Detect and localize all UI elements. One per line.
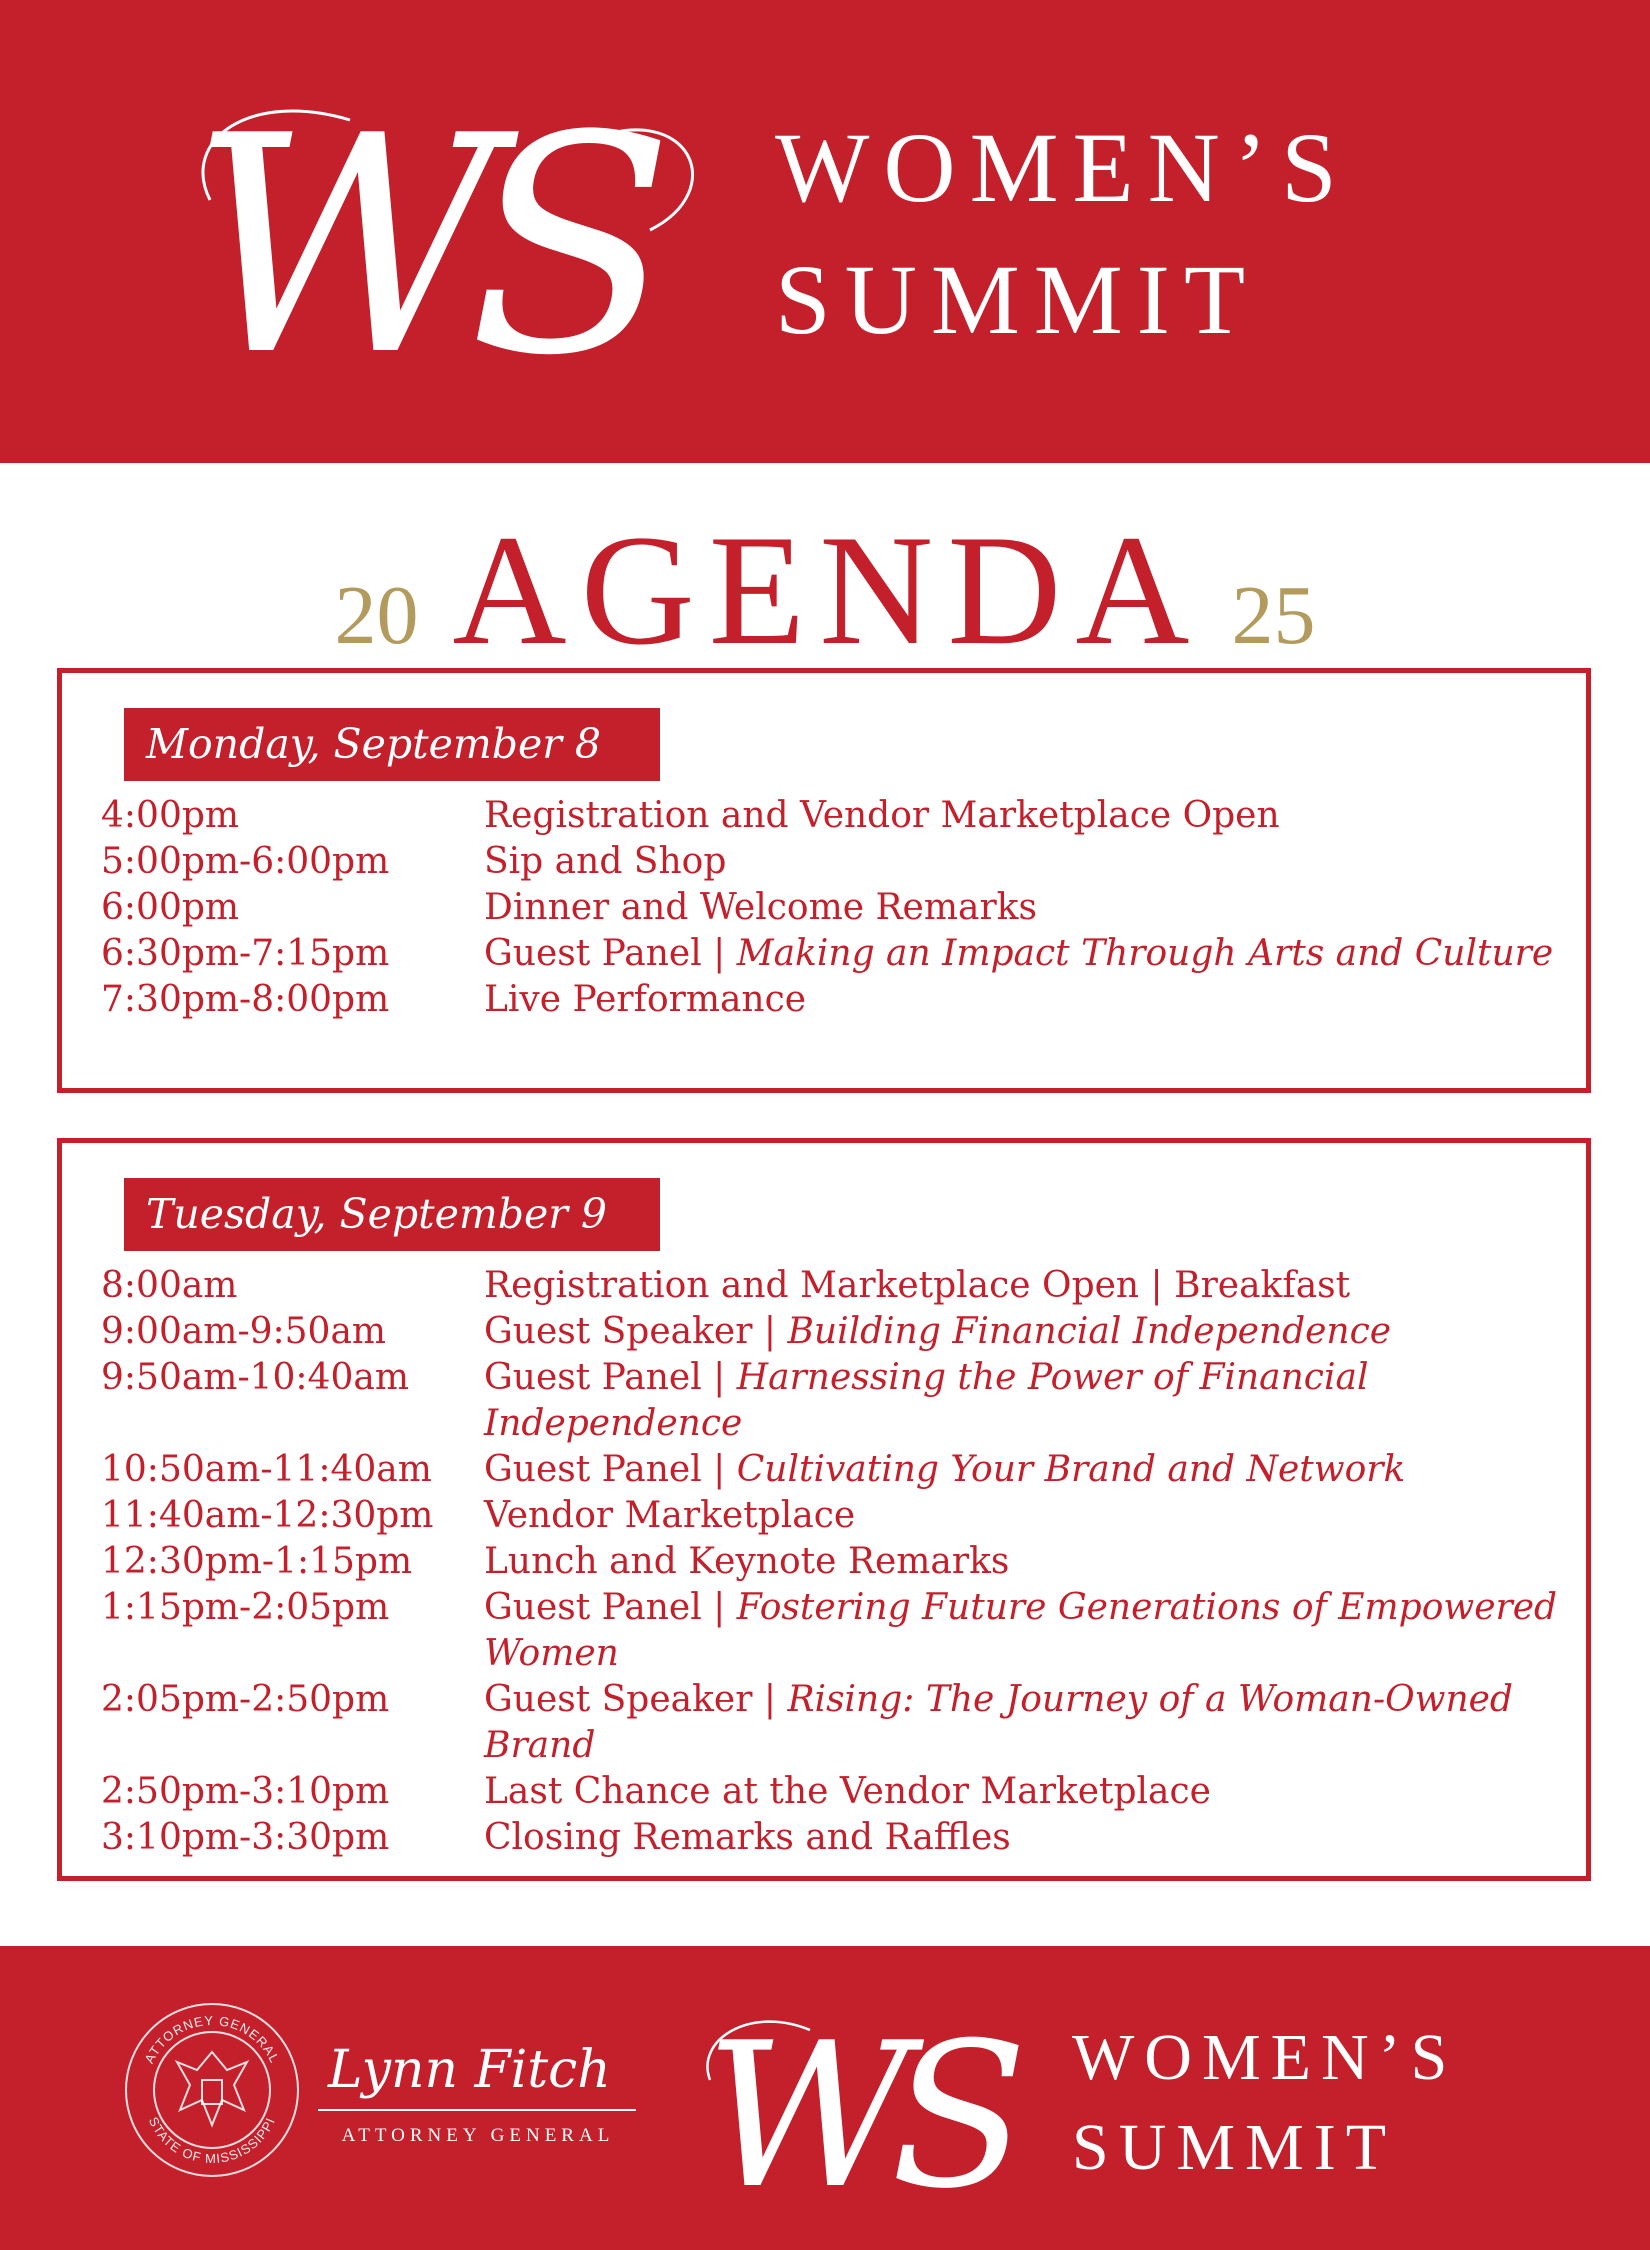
event-title [484,1493,1571,1539]
event-title [484,1539,1571,1585]
time-slot: 10:50am-11:40am [101,1449,432,1490]
time-slot: 12:30pm-1:15pm [101,1541,413,1582]
schedule-row [101,931,1571,977]
event-title [484,1585,1571,1677]
year-suffix: 25 [1231,569,1316,662]
ws-monogram-logo [170,80,730,400]
time-slot: 9:00am-9:50am [101,1311,387,1352]
event-subtitle: Building Financial Independence [787,1311,1392,1352]
summit-name-line2: SUMMIT [775,244,1260,355]
event-name: Lunch and Keynote Remarks [484,1541,1010,1582]
event-name: Guest Speaker | [484,1679,788,1720]
agenda-title [0,500,1650,682]
event-title [484,931,1571,977]
schedule-row [101,1539,1571,1585]
event-name: Live Performance [484,979,807,1020]
schedule-rows [101,1263,1571,1861]
event-subtitle: Making an Impact Through Arts and Culture [736,933,1554,974]
time-slot: 4:00pm [101,795,240,836]
event-name: Closing Remarks and Raffles [484,1817,1011,1858]
event-title [484,977,1571,1023]
event-name: Registration and Vendor Marketplace Open [484,795,1280,836]
schedule-row [101,1585,1571,1677]
event-name: Guest Panel | [484,933,737,974]
event-title [484,1677,1571,1769]
summit-name-footer [1072,2021,1458,2205]
event-name: Last Chance at the Vendor Marketplace [484,1771,1211,1812]
time-slot: 6:30pm-7:15pm [101,933,390,974]
attorney-general-name: Lynn Fitch [328,2040,611,2100]
schedule-row [101,1677,1571,1769]
summit-name [775,112,1351,382]
schedule-row [101,1355,1571,1447]
schedule-row [101,1447,1571,1493]
event-name: Dinner and Welcome Remarks [484,887,1037,928]
day-label: Monday, September 8 [124,708,660,781]
summit-name-line1: WOMEN’S [1072,2021,1458,2094]
day-schedule-monday [57,668,1591,1093]
ws-monogram-logo-footer [690,2000,1030,2220]
event-name: Guest Speaker | [484,1311,788,1352]
event-title [484,839,1571,885]
day-label: Tuesday, September 9 [124,1178,660,1251]
event-title [484,885,1571,931]
schedule-row [101,1309,1571,1355]
summit-name-line2: SUMMIT [1072,2111,1397,2184]
monogram-text: WS [705,2000,1008,2220]
event-subtitle: Fostering Future Generations of Empowered Women [484,1587,1558,1674]
time-slot: 7:30pm-8:00pm [101,979,390,1020]
seal-text-top: ATTORNEY GENERAL [141,2012,283,2066]
event-title [484,1815,1571,1861]
time-slot: 11:40am-12:30pm [101,1495,434,1536]
schedule-row [101,1263,1571,1309]
monogram-text: WS [190,80,644,400]
day-schedule-tuesday [57,1138,1591,1881]
year-prefix: 20 [334,569,419,662]
header-banner [0,0,1650,463]
event-name: Guest Panel | [484,1449,737,1490]
seal-text-bottom: STATE OF MISSISSIPPI [145,2114,279,2167]
event-title [484,793,1571,839]
time-slot: 8:00am [101,1265,238,1306]
event-name: Guest Panel | [484,1587,737,1628]
event-subtitle: Cultivating Your Brand and Network [736,1449,1406,1490]
divider [318,2109,636,2111]
summit-name-line1: WOMEN’S [775,112,1351,223]
schedule-row [101,1769,1571,1815]
time-slot: 5:00pm-6:00pm [101,841,390,882]
time-slot: 2:50pm-3:10pm [101,1771,390,1812]
event-title [484,1263,1571,1309]
event-title [484,1769,1571,1815]
event-name: Sip and Shop [484,841,727,882]
schedule-row [101,1815,1571,1861]
time-slot: 1:15pm-2:05pm [101,1587,390,1628]
time-slot: 9:50am-10:40am [101,1357,409,1398]
event-title [484,1355,1571,1447]
schedule-row [101,839,1571,885]
schedule-row [101,885,1571,931]
event-name: Guest Panel | [484,1357,737,1398]
agenda-heading: AGENDA [452,503,1204,678]
time-slot: 2:05pm-2:50pm [101,1679,390,1720]
event-title [484,1309,1571,1355]
event-title [484,1447,1571,1493]
schedule-row [101,977,1571,1023]
attorney-general-title: ATTORNEY GENERAL [341,2125,615,2146]
time-slot: 3:10pm-3:30pm [101,1817,390,1858]
schedule-row [101,793,1571,839]
schedule-row [101,1493,1571,1539]
event-name: Registration and Marketplace Open | Breakfast [484,1265,1351,1306]
event-subtitle: Harnessing the Power of Financial Independence [484,1357,1369,1444]
schedule-rows [101,793,1571,1023]
attorney-general-seal-icon [122,2000,302,2180]
time-slot: 6:00pm [101,887,240,928]
event-subtitle: Rising: The Journey of a Woman-Owned Brand [484,1679,1513,1766]
event-name: Vendor Marketplace [484,1495,856,1536]
